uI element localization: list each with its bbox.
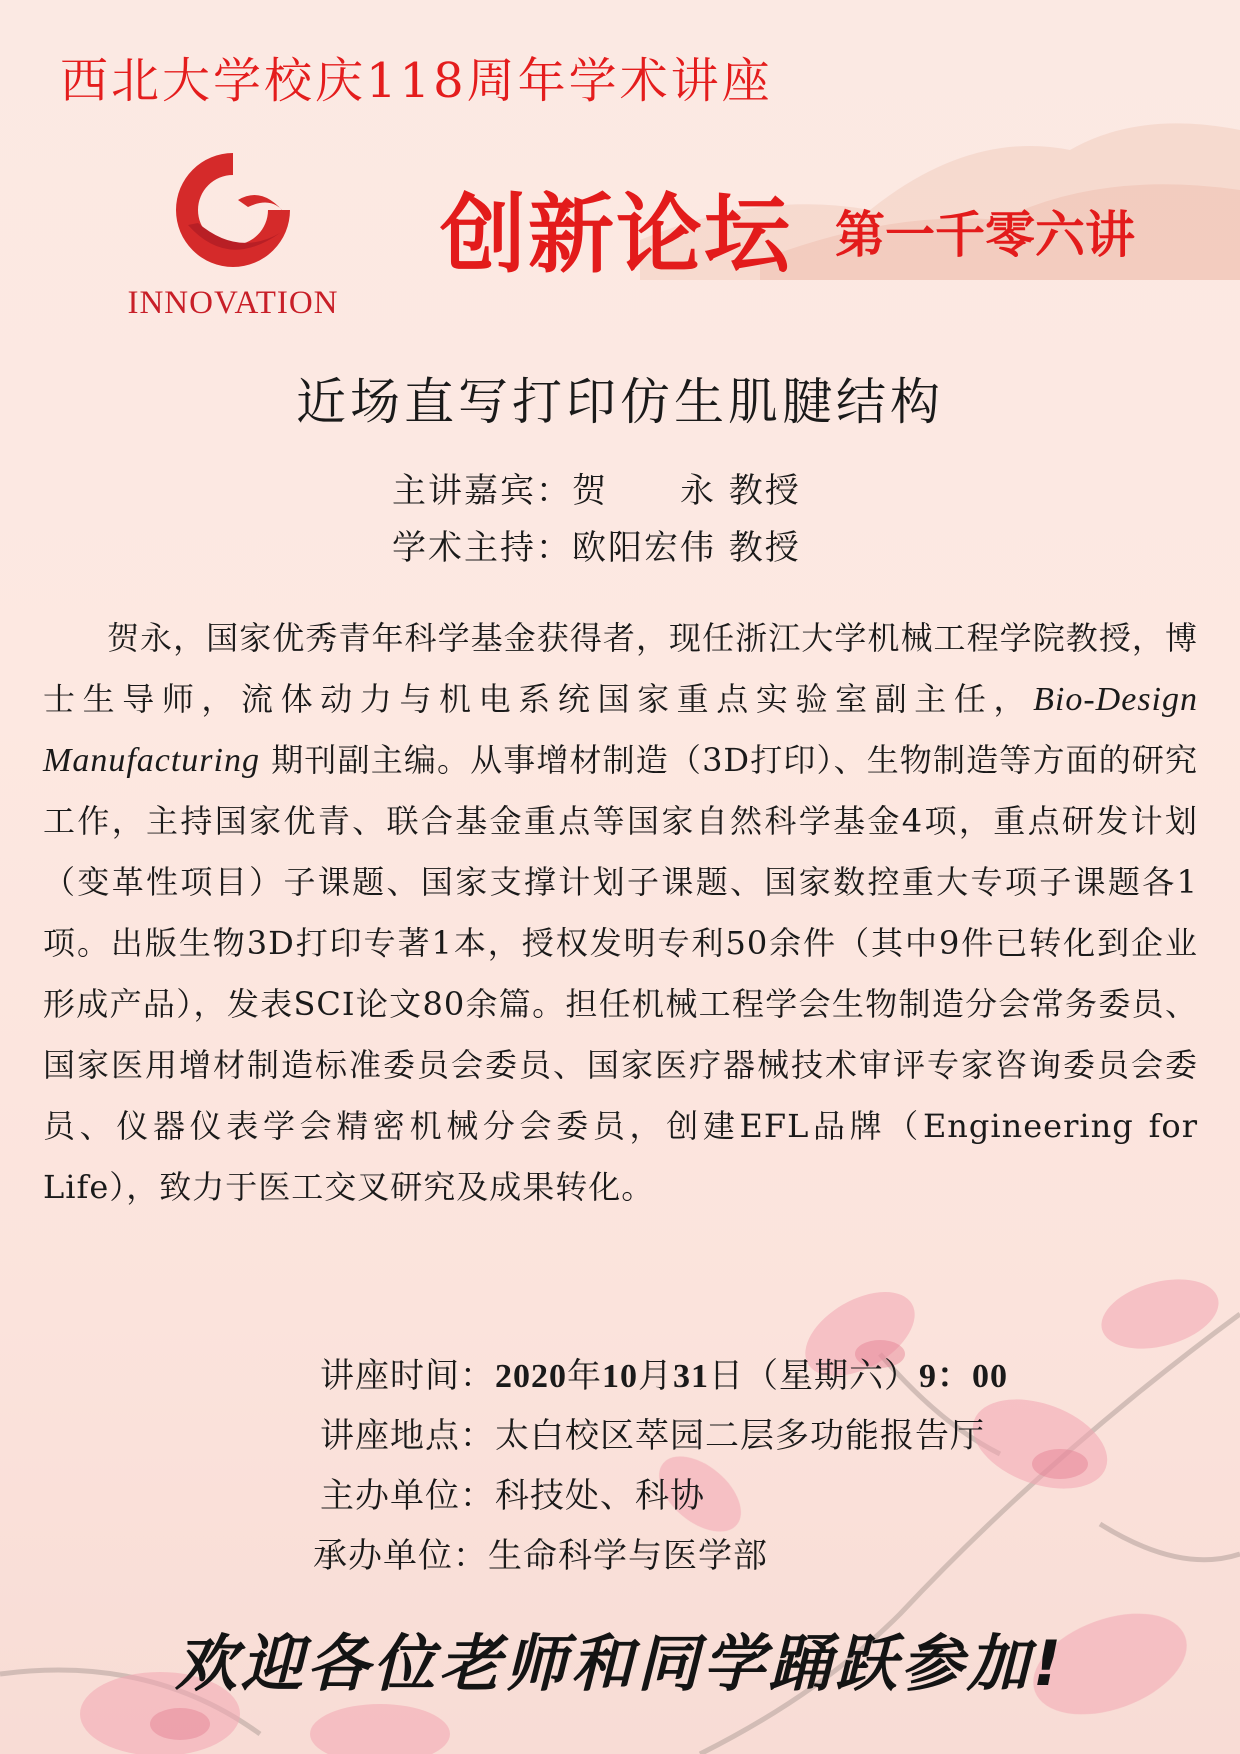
time-label: 讲座时间： [320,1356,495,1396]
innovation-logo [118,145,348,325]
lecture-venue-row [320,1408,985,1457]
venue-label: 讲座地点： [320,1416,495,1456]
time-weekday: 日（星期六） [709,1356,919,1396]
talk-title: 近场直写打印仿生肌腱结构 [296,373,944,431]
welcome-slogan: 欢迎各位老师和同学踊跃参加! [174,1627,1066,1700]
speaker-row [392,463,801,512]
speaker-bio [43,608,1198,1218]
time-day: 31 [673,1358,709,1395]
undertaker-row [313,1528,768,1577]
undertaker-label: 承办单位： [313,1536,488,1576]
host-name: 欧阳宏伟 教授 [572,528,801,568]
bio-part-1: 贺永，国家优秀青年科学基金获得者，现任浙江大学机械工程学院教授，博士生导师，流体动力与机电系统国家重点实验室副主任， [43,619,1198,718]
organizer-value: 科技处、科协 [495,1476,705,1516]
organizer-label: 主办单位： [320,1476,495,1516]
bio-part-2: 期刊副主编。从事增材制造（3D打印）、生物制造等方面的研究工作，主持国家优青、联合基金重点等国家自然科学基金4项，重点研发计划（变革性项目）子课题、国家支撑计划子课题、国家数控重大专项子课题各1项。出版生物3D打印专著1本，授权发明专利50余件（其中9件已转化到企业形成产品），发表SCI论文80余篇。担任机械工程学会生物制造分会常务委员、国家医用增材制造标准委员会委员、国家医疗器械技术审评专家咨询委员会委员、仪器仪表学会精密机械分会委员，创建EFL品牌（Engineering for Life），致力于医工交叉研究及成果转化。 [43,741,1198,1206]
host-row [392,520,801,569]
lecture-number: 第一千零六讲 [835,206,1135,264]
journal-name: Bio-Design Manufacturing [43,681,1198,779]
undertaker-value: 生命科学与医学部 [488,1536,768,1576]
organizer-row [320,1468,705,1517]
time-year-char: 年 [567,1356,602,1396]
time-month: 10 [602,1358,638,1395]
forum-title: 创新论坛 [440,185,792,285]
speaker-name: 贺 永 教授 [572,471,801,511]
logo-text: INNOVATION [127,285,339,321]
venue-value: 太白校区萃园二层多功能报告厅 [495,1416,985,1456]
innovation-swirl-icon [168,145,298,275]
host-label: 学术主持： [392,528,572,568]
time-year: 2020 [495,1358,567,1395]
time-clock: 9：00 [919,1358,1008,1395]
time-month-char: 月 [638,1356,673,1396]
lecture-time-row [320,1348,1008,1397]
speaker-label: 主讲嘉宾： [392,471,572,511]
lecture-series-title: 西北大学校庆118周年学术讲座 [60,53,773,109]
